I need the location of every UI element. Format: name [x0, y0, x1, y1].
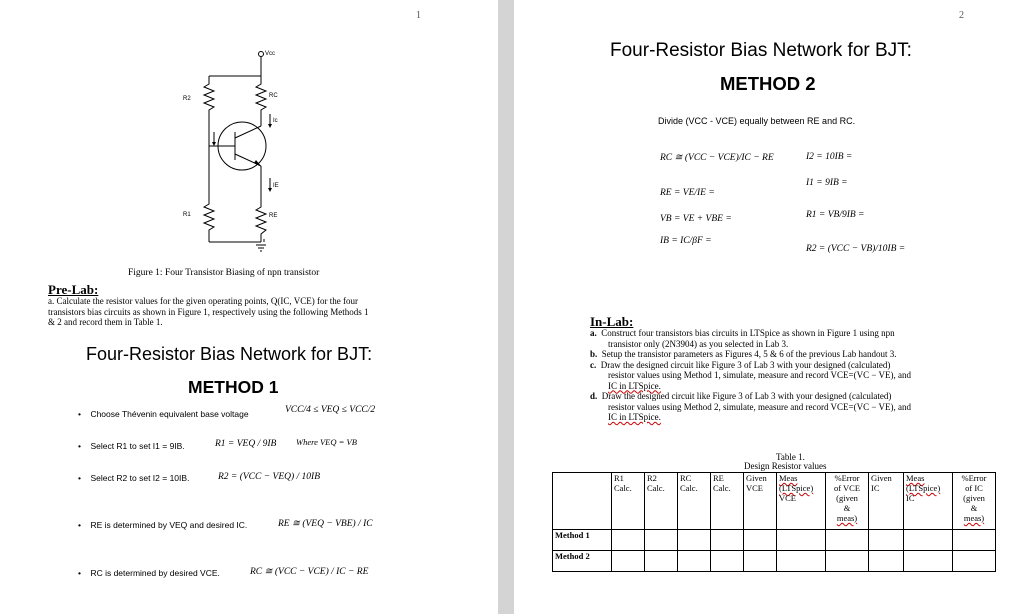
- table-header-cell: %Error of IC (given & meas): [953, 473, 996, 530]
- table-header-cell: Meas (LTSpice) IC: [904, 473, 953, 530]
- vcc-label: Vcc: [265, 51, 276, 57]
- r2-label: R2: [183, 96, 191, 102]
- table-cell: [612, 551, 645, 572]
- table-row: [553, 530, 996, 551]
- table-header-cell: R1 Calc.: [612, 473, 645, 530]
- method1-subtitle: METHOD 1: [188, 377, 279, 397]
- table-cell: [869, 551, 904, 572]
- page-2: [514, 0, 1024, 614]
- table-header-cell: R2 Calc.: [645, 473, 678, 530]
- method2-eq-right-1: I2 = 10IB =: [806, 152, 853, 162]
- table-cell: [645, 551, 678, 572]
- method2-eq-right-3: R1 = VB/9IB =: [806, 210, 865, 220]
- table-cell: [869, 530, 904, 551]
- table-header-cell: RC Calc.: [678, 473, 711, 530]
- ic-label: Ic: [273, 118, 278, 124]
- table-cell: [744, 551, 777, 572]
- table-cell: [612, 530, 645, 551]
- method1-eq-2: R1 = VEQ / 9IB: [215, 439, 277, 449]
- table-row-label: Method 1: [553, 530, 612, 551]
- table-cell: [777, 530, 826, 551]
- table-cell: [953, 551, 996, 572]
- table-cell: [777, 551, 826, 572]
- page-gutter: [498, 0, 514, 614]
- table-cell: [678, 530, 711, 551]
- method2-intro: Divide (VCC - VCE) equally between RE and RC.: [658, 116, 856, 126]
- page-number: 2: [959, 10, 964, 21]
- table-row: [553, 551, 996, 572]
- table-cell: [744, 530, 777, 551]
- method1-bullet-4: • RE is determined by VEQ and desired IC.: [78, 520, 248, 530]
- figure-caption: Figure 1: Four Transistor Biasing of npn transistor: [128, 268, 320, 278]
- table-cell: [904, 551, 953, 572]
- table-header-cell: Given IC: [869, 473, 904, 530]
- method2-title: Four-Resistor Bias Network for BJT:: [610, 40, 912, 61]
- table-header-cell: RE Calc.: [711, 473, 744, 530]
- table-cell: [711, 551, 744, 572]
- method1-eq-3: R2 = (VCC − VEQ) / 10IB: [218, 472, 320, 482]
- re-label: RE: [269, 213, 278, 219]
- prelab-heading: Pre-Lab:: [48, 282, 99, 297]
- table-header-cell: Meas (LTSpice) VCE: [777, 473, 826, 530]
- method2-subtitle: METHOD 2: [720, 73, 816, 94]
- method1-eq-5: RC ≅ (VCC − VCE) / IC − RE: [250, 567, 369, 577]
- method1-bullet-3: • Select R2 to set I2 = 10IB.: [78, 473, 190, 483]
- method2-eq-left-2: RE = VE/IE =: [660, 188, 715, 198]
- table-cell: [953, 530, 996, 551]
- table-row-label: Method 2: [553, 551, 612, 572]
- table-cell: [711, 530, 744, 551]
- ie-label: IE: [273, 183, 279, 189]
- inlab-item-b: b. Setup the transistor parameters as Figures 4, 5 & 6 of the previous Lab handout 3.: [590, 349, 897, 359]
- table-cell: [826, 551, 869, 572]
- inlab-item-d: d. Draw the designed circuit like Figure 3 of Lab 3 with your designed (calculated): [590, 391, 892, 401]
- page-number: 1: [416, 10, 421, 21]
- table-header-row: [553, 473, 996, 530]
- method2-eq-left-3: VB = VE + VBE =: [660, 214, 732, 224]
- method1-eq-4: RE ≅ (VEQ − VBE) / IC: [278, 519, 373, 529]
- page-1: [0, 0, 498, 614]
- method1-eq-1: VCC/4 ≤ VEQ ≤ VCC/2: [285, 405, 376, 415]
- inlab-items: a. Construct four transistors bias circuits in LTSpice as shown in Figure 1 using npn transistor only (2N3904) as you selected in Lab 3. b. Setup the transistor parameters as Figures 4, 5 & 6 of the previous Lab handout 3. c. Draw the designed circuit like Figure 3 of Lab 3 with your designed (calculated) resistor values using Method 1, simulate, measure and record VCE=(VC − VE), and IC in LTSpice. d. Draw the designed circuit like Figure 3 of Lab 3 with your designed (calculated) resistor values using Method 2, simulate, measure and record VCE=(VC − VE), and IC in LTSpice.: [590, 328, 912, 422]
- method1-bullet-2: • Select R1 to set I1 = 9IB.: [78, 441, 185, 451]
- four-resistor-bias-circuit: [172, 44, 292, 254]
- table-subtitle: Design Resistor values: [744, 461, 827, 471]
- method2-eq-right-2: I1 = 9IB =: [806, 178, 848, 188]
- method1-bullet-1: • Choose Thévenin equivalent base voltage: [78, 409, 249, 419]
- method2-eq-right-4: R2 = (VCC − VB)/10IB =: [806, 244, 906, 254]
- design-resistor-table: [552, 472, 996, 572]
- table-cell: [678, 551, 711, 572]
- method1-eq-2-note: Where VEQ = VB: [296, 437, 357, 447]
- method2-eq-left-1: RC ≅ (VCC − VCE)/IC − RE: [660, 153, 774, 163]
- method2-eq-left-4: IB = IC/βF =: [660, 236, 712, 246]
- method1-bullet-5: • RC is determined by desired VCE.: [78, 568, 220, 578]
- inlab-heading: In-Lab:: [590, 314, 634, 329]
- method1-title: Four-Resistor Bias Network for BJT:: [86, 344, 373, 364]
- table-header-cell: Given VCE: [744, 473, 777, 530]
- table-cell: [904, 530, 953, 551]
- rc-label: RC: [269, 93, 278, 99]
- table-header-cell: %Error of VCE (given & meas): [826, 473, 869, 530]
- table-title: Table 1.: [776, 452, 805, 462]
- table-cell: [826, 530, 869, 551]
- r1-label: R1: [183, 212, 191, 218]
- inlab-item-a: a. Construct four transistors bias circuits in LTSpice as shown in Figure 1 using npn: [590, 328, 895, 338]
- inlab-item-c: c. Draw the designed circuit like Figure 3 of Lab 3 with your designed (calculated): [590, 359, 891, 370]
- prelab-item-a: a. Calculate the resistor values for the given operating points, Q(IC, VCE) for the four transistors bias circuits as shown in Figure 1, respectively using the following Methods 1 & 2 and record them in Table 1.: [48, 296, 369, 327]
- table-corner-cell: [553, 473, 612, 530]
- table-cell: [645, 530, 678, 551]
